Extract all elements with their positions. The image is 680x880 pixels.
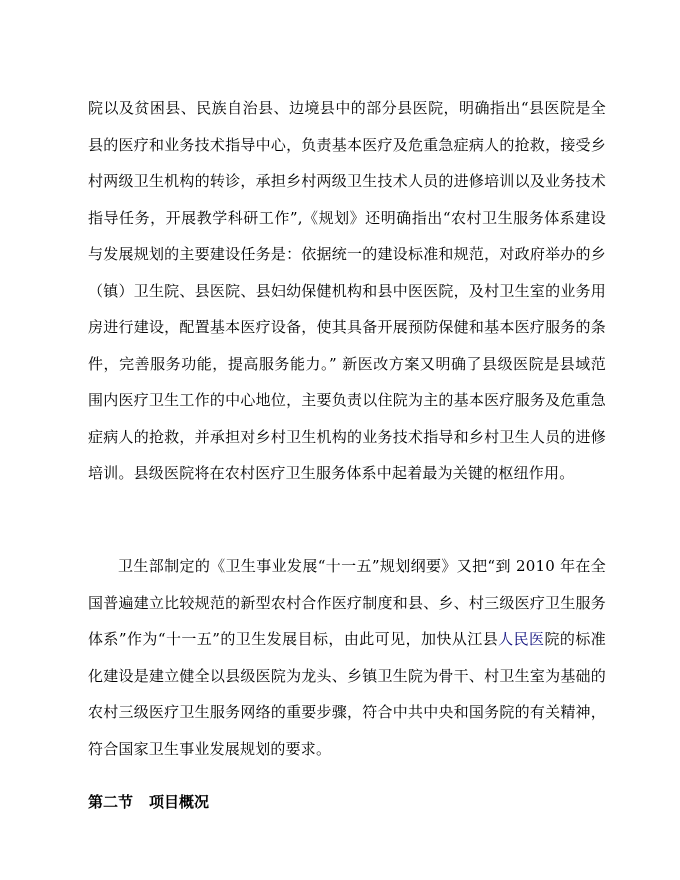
section-heading-title: 项目概况 — [149, 793, 210, 811]
section-heading-number: 第二节 — [88, 793, 134, 811]
paragraph-2-text-start: 卫生部制定的《卫生事业发展“十一五”规划纲要》又把“到 2010 年在全国普遍建立比较规范的新型农村合作医疗制度和县、乡、村三级医疗卫生服务体系”作为“十一五”的卫生发展目标，由此可见，加快从江县 — [88, 557, 606, 648]
body-paragraph-1 — [88, 90, 606, 492]
highlighted-term-link[interactable]: 人民医 — [498, 630, 545, 648]
body-paragraph-2 — [88, 548, 606, 767]
section-heading — [88, 784, 209, 820]
paragraph-2-text-end: 院的标准化建设是建立健全以县级医院为龙头、乡镇卫生院为骨干、村卫生室为基础的农村三级医疗卫生服务网络的重要步骤，符合中共中央和国务院的有关精神，符合国家卫生事业发展规划的要求。 — [88, 630, 606, 758]
paragraph-1-text: 院以及贫困县、民族自治县、边境县中的部分县医院，明确指出“县医院是全县的医疗和业务技术指导中心，负责基本医疗及危重急症病人的抢救，接受乡村两级卫生机构的转诊，承担乡村两级卫生技术人员的进修培训以及业务技术指导任务，开展教学科研工作”,《规划》还明确指出“农村卫生服务体系建设与发展规划的主要建设任务是：依据统一的建设标准和规范，对政府举办的乡（镇）卫生院、县医院、县妇幼保健机构和县中医医院，及村卫生室的业务用房进行建设，配置基本医疗设备，使其具备开展预防保健和基本医疗服务的条件，完善服务功能，提高服务能力。” 新医改方案又明确了县级医院是县域范围内医疗卫生工作的中心地位，主要负责以住院为主的基本医疗服务及危重急症病人的抢救，并承担对乡村卫生机构的业务技术指导和乡村卫生人员的进修培训。县级医院将在农村医疗卫生服务体系中起着最为关键的枢纽作用。 — [88, 99, 606, 482]
